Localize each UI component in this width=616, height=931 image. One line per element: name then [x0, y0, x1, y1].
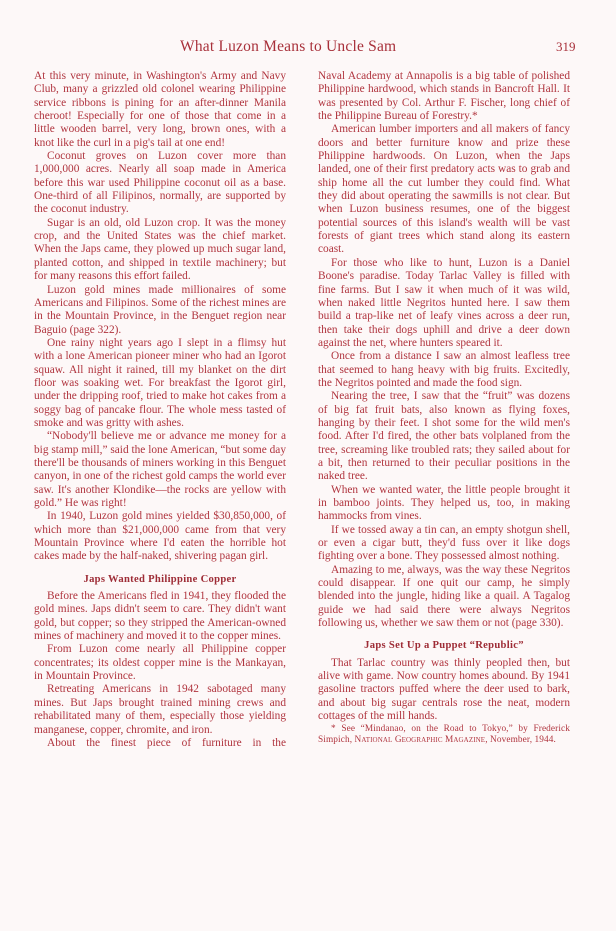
footnote-date: , November, 1944.	[485, 734, 556, 745]
footnote-text: * See “Mindanao, on the Road to Tokyo,” by Frederick Simpich,	[318, 723, 570, 745]
paragraph: Sugar is an old, old Luzon crop. It was the money crop, and the United States was the chief market. When the Japs came, they plowed up much sugar land, planted cotton, and shipped in textile machinery; but for many reasons this effort failed.	[34, 216, 286, 283]
paragraph: One rainy night years ago I slept in a flimsy hut with a lone American pioneer miner who had an Igorot squaw. All night it rained, till my blanket on the dirt floor was soaking wet. For breakfast the Igorot girl, under the dripping roof, tried to make hot cakes from a soggy bag of pancake flour. The whole mess tasted of smoke and was gritty with ashes.	[34, 336, 286, 429]
paragraph: American lumber importers and all makers of fancy doors and better furniture know and prize these Philippine hardwoods. On Luzon, when the Japs landed, one of their first predatory acts was to grab and ship home all the cut lumber they could find. What they did about operating the sawmills is not clear. But when Luzon business resumes, one of the biggest potential sources of this island's wealth will be vast forests of giant trees which stand along its eastern coast.	[318, 123, 570, 256]
paragraph: “Nobody'll believe me or advance me money for a big stamp mill,” said the lone American, “but some day there'll be thousands of miners working in this Benguet canyon, in one of the richest gold camps the world ever saw. It's another Klondike—the rocks are yellow with gold.” He was right!	[34, 430, 286, 509]
paragraph: Before the Americans fled in 1941, they flooded the gold mines. Japs didn't seem to care. They didn't want gold, but copper; so they stripped the American-owned mines of machinery and moved it to the copper mines.	[34, 590, 286, 643]
paragraph: When we wanted water, the little people brought it in bamboo joints. They helped us, too, in making hammocks from vines.	[318, 483, 570, 523]
right-column	[318, 70, 570, 746]
paragraph: Retreating Americans in 1942 sabotaged many mines. But Japs brought trained mining crews and rehabilitated many of them, especially those yielding manganese, copper, chromite, and iron.	[34, 683, 286, 736]
paragraph: If we tossed away a tin can, an empty shotgun shell, or even a cigar butt, they'd fuss over it like dogs fighting over a bone. They possessed almost nothing.	[318, 523, 570, 563]
paragraph: Naval Academy at Annapolis is a big table of polished Philippine hardwood, which stands in Bancroft Hall. It was presented by Col. Arthur F. Fischer, long chief of the Philippine Bureau of Forestry.*	[318, 70, 570, 123]
page-number: 319	[556, 39, 576, 54]
paragraph: About the finest piece of furniture in the	[47, 736, 286, 749]
paragraph: Coconut groves on Luzon cover more than 1,000,000 acres. Nearly all soap made in America before this war used Philippine coconut oil as a base. One-third of all Filipinos, normally, are supported by the coconut industry.	[34, 150, 286, 216]
running-head	[0, 38, 616, 60]
paragraph: At this very minute, in Washington's Army and Navy Club, many a grizzled old colonel wearing Philippine service ribbons is pining for an after-dinner Manila cheroot! Especially for one of those that come in a little wooden barrel, very long, brown ones, with a knot like the curl in a pig's tail at one end!	[34, 70, 286, 149]
paragraph: Amazing to me, always, was the way these Negritos could disappear. If one quit our camp, he simply blended into the jungle, hiding like a quail. A Tagalog guide we had said there were always Negritos following us, whether we saw them or not (page 330).	[318, 563, 570, 630]
left-column	[34, 70, 286, 750]
running-title: What Luzon Means to Uncle Sam	[180, 38, 397, 55]
footnote-publication: National Geographic Magazine	[354, 734, 486, 745]
paragraph: Once from a distance I saw an almost leafless tree that seemed to hang heavy with big fruits. Excitedly, the Negritos pointed and made the food sign.	[318, 350, 570, 389]
section-heading: Japs Wanted Philippine Copper	[83, 573, 237, 585]
paragraph: Nearing the tree, I saw that the “fruit” was dozens of big fat fruit bats, also known as flying foxes, hanging by their feet. I shot some for the wild men's food. After I'd fired, the other bats volplaned from the tree, screaming like troubled rats; they sailed about for a bit, then returned to their peculiar positions in the naked tree.	[318, 390, 570, 483]
paragraph: For those who like to hunt, Luzon is a Daniel Boone's paradise. Today Tarlac Valley is filled with fine farms. But I saw it when much of it was wild, when naked little Negritos hunted here. I saw them build a trap-like net of leafy vines across a deer run, then take their dogs uphill and drive a deer down against the net, where hunters speared it.	[318, 256, 570, 349]
footnote	[318, 724, 570, 746]
paragraph: That Tarlac country was thinly peopled then, but alive with game. Now country homes abound. By 1941 gasoline tractors puffed where the deer used to bark, and about big sugar centrals rose the neat, modern cottages of the mill hands.	[318, 656, 570, 723]
paragraph: From Luzon come nearly all Philippine copper concentrates; its oldest copper mine is the Mankayan, in Mountain Province.	[34, 643, 286, 683]
paragraph: Luzon gold mines made millionaires of some Americans and Filipinos. Some of the richest mines are in the Mountain Province, in the Benguet region near Baguio (page 322).	[34, 283, 286, 336]
section-heading: Japs Set Up a Puppet “Republic”	[364, 640, 524, 652]
paragraph: In 1940, Luzon gold mines yielded $30,850,000, of which more than $21,000,000 came from that very Mountain Province where I'd eaten the horrible hot cakes made by the half-naked, shivering pagan girl.	[34, 510, 286, 563]
